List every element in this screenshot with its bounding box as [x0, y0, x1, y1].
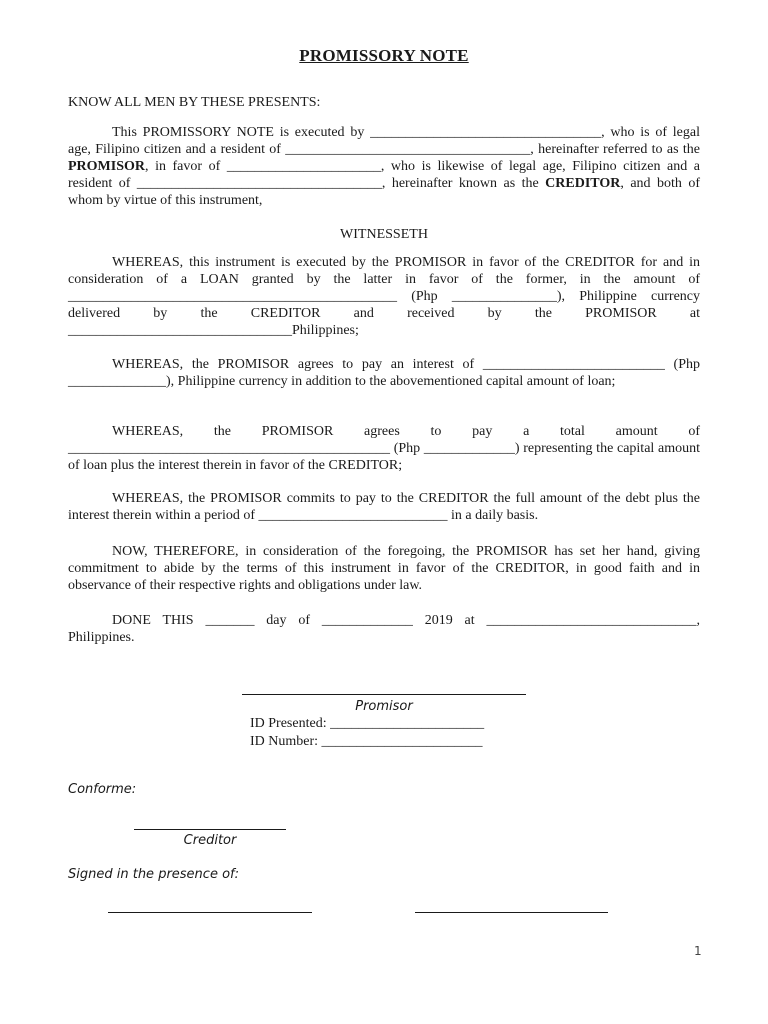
witness-2-signature-line[interactable]	[415, 912, 608, 913]
witnesseth-heading: WITNESSETH	[340, 227, 428, 242]
creditor-signature-line[interactable]	[134, 829, 286, 830]
paragraph-total: WHEREAS, the PROMISOR agrees to pay a total amount of ______________________________________________ (Php _____________) representing the capital amount of loan plus the interest therein in favor of the CREDITOR;	[68, 424, 701, 473]
blank-total-php[interactable]: _____________	[423, 441, 515, 456]
conforme-label: Conforme:	[68, 782, 137, 797]
blank-creditor-name[interactable]: ______________________	[226, 159, 381, 174]
blank-creditor-address[interactable]: ___________________________________	[136, 176, 382, 191]
paragraph-done: DONE THIS _______ day of _____________ 2019 at ______________________________, Philippines.	[68, 613, 700, 645]
id-number-field[interactable]: ID Number: _______________________	[250, 734, 483, 749]
page-number: 1	[694, 944, 702, 958]
blank-loan-place[interactable]: ________________________________	[68, 323, 292, 338]
blank-loan-amount-php[interactable]: _______________	[451, 289, 557, 304]
creditor-label: Creditor	[183, 833, 237, 848]
promisor-signature-line[interactable]	[242, 694, 526, 695]
paragraph-period: WHEREAS, the PROMISOR commits to pay to the CREDITOR the full amount of the debt plus the interest therein within a period of ___________________________ in a daily basis.	[68, 491, 700, 523]
blank-total-words[interactable]: ______________________________________________	[68, 441, 390, 456]
blank-promisor-address[interactable]: ___________________________________	[285, 142, 531, 157]
blank-month[interactable]: _____________	[321, 613, 413, 628]
blank-period[interactable]: ___________________________	[258, 508, 448, 523]
paragraph-therefore: NOW, THEREFORE, in consideration of the foregoing, the PROMISOR has set her hand, giving commitment to abide by the terms of this instrument in favor of the CREDITOR, in good faith and in observance of their respective rights and obligations under law.	[68, 544, 700, 593]
intro-line: KNOW ALL MEN BY THESE PRESENTS:	[68, 95, 321, 110]
promisor-term: PROMISOR	[68, 159, 145, 174]
blank-day[interactable]: _______	[205, 613, 255, 628]
witness-1-signature-line[interactable]	[108, 912, 312, 913]
signed-presence-label: Signed in the presence of:	[68, 867, 239, 882]
id-presented-field[interactable]: ID Presented: ______________________	[250, 716, 485, 731]
blank-place[interactable]: ______________________________	[486, 613, 697, 628]
blank-interest-words[interactable]: __________________________	[482, 357, 665, 372]
blank-loan-amount-words[interactable]: _______________________________________________	[68, 289, 397, 304]
paragraph-parties: This PROMISSORY NOTE is executed by _________________________________, who is of legal age, Filipino citizen and a resident of ___________________________________, hereinafter referred to as the PROMISOR, in favor of ______________________, who is likewise of legal age, Filipino citizen and a resident of ___________________________________, hereinafter known as the CREDITOR, and both of whom by virtue of this instrument,	[68, 125, 701, 208]
document-title: PROMISSORY NOTE	[299, 46, 469, 65]
creditor-term: CREDITOR	[545, 176, 621, 191]
blank-promisor-name[interactable]: _________________________________	[370, 125, 602, 140]
promisor-label: Promisor	[355, 699, 413, 714]
blank-interest-php[interactable]: ______________	[68, 374, 166, 389]
paragraph-interest: WHEREAS, the PROMISOR agrees to pay an interest of __________________________ (Php ______________), Philippine currency in addition to the abovementioned capital amount of loan;	[68, 357, 700, 389]
paragraph-loan: WHEREAS, this instrument is executed by the PROMISOR in favor of the CREDITOR for and in consideration of a LOAN granted by the latter in favor of the former, in the amount of _______________________________________________ (Php _______________), Philippine currency delivered by the CREDITOR and received by the PROMISOR at ________________________________Philippines;	[68, 255, 701, 338]
